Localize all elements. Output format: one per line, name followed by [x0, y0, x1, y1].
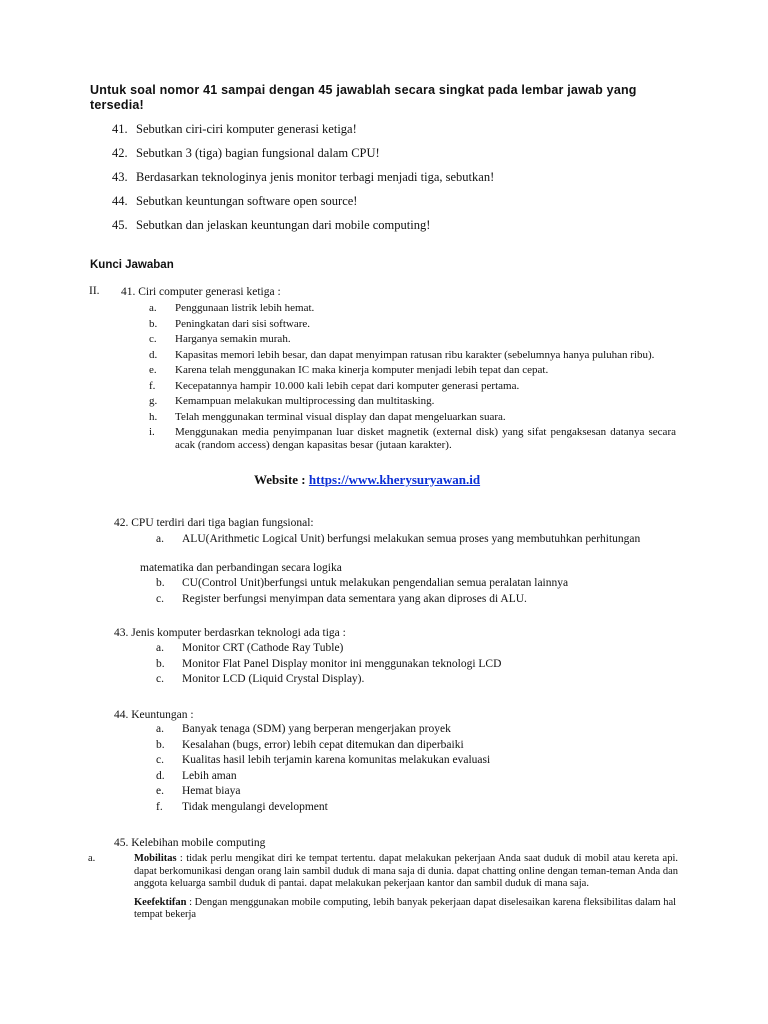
item-letter: c.	[156, 754, 164, 766]
list-item	[149, 395, 676, 408]
item-text: Tidak mengulangi development	[182, 800, 328, 813]
item-letter: b.	[149, 317, 158, 330]
effectiveness-term: Keefektifan	[134, 896, 187, 908]
item-letter: e.	[149, 364, 157, 376]
question-item	[112, 145, 692, 169]
question-list	[112, 121, 692, 241]
answer-43-heading: 43. Jenis komputer berdasrkan teknologi ada tiga :	[114, 627, 346, 639]
question-text: Sebutkan dan jelaskan keuntungan dari mobile computing!	[136, 218, 431, 232]
item-letter: c.	[156, 673, 164, 685]
question-text: Berdasarkan teknologinya jenis monitor terbagi menjadi tiga, sebutkan!	[136, 170, 495, 184]
answer-42-list	[156, 533, 672, 549]
list-item	[149, 349, 676, 362]
item-letter: c.	[149, 333, 157, 345]
list-item	[149, 364, 676, 377]
answer-44-heading: 44. Keuntungan :	[114, 709, 194, 721]
list-item	[156, 533, 672, 546]
item-letter: a.	[149, 302, 157, 314]
question-item	[112, 217, 692, 241]
list-item	[156, 658, 686, 671]
item-text: Monitor Flat Panel Display monitor ini menggunakan teknologi LCD	[182, 657, 502, 670]
item-text: Lebih aman	[182, 769, 237, 782]
list-item	[149, 380, 676, 393]
website-line	[254, 472, 480, 488]
list-item	[149, 318, 676, 331]
list-item	[149, 302, 676, 315]
question-text: Sebutkan 3 (tiga) bagian fungsional dalam CPU!	[136, 146, 380, 160]
item-letter: d.	[156, 769, 165, 782]
question-number: 44.	[112, 194, 128, 208]
question-item	[112, 121, 692, 145]
item-letter: a.	[156, 642, 164, 654]
list-item	[156, 785, 686, 798]
item-letter: a.	[88, 853, 96, 864]
list-item	[156, 739, 686, 752]
item-text: Harganya semakin murah.	[175, 333, 291, 345]
item-letter: d.	[149, 348, 158, 361]
list-item	[156, 673, 686, 686]
item-letter: h.	[149, 410, 158, 423]
item-letter: i.	[149, 426, 155, 438]
question-item	[112, 169, 692, 193]
website-label: Website :	[254, 472, 306, 487]
instruction-heading: Untuk soal nomor 41 sampai dengan 45 jawablah secara singkat pada lembar jawab yang tersedia!	[90, 83, 637, 112]
item-text: Register berfungsi menyimpan data sementara yang akan diproses di ALU.	[182, 592, 527, 605]
item-letter: f.	[149, 379, 156, 392]
item-letter: e.	[156, 785, 164, 797]
question-number: 41.	[112, 122, 128, 136]
item-text: Kecepatannya hampir 10.000 kali lebih cepat dari komputer generasi pertama.	[175, 379, 520, 392]
question-number: 42.	[112, 146, 128, 160]
list-item	[156, 801, 686, 814]
list-item	[156, 642, 686, 655]
answer-42-list-rest	[156, 577, 686, 608]
item-letter: c.	[156, 592, 164, 605]
item-text: Kemampuan melakukan multiprocessing dan multitasking.	[175, 395, 435, 407]
list-item	[149, 411, 676, 424]
answer-45-heading: 45. Kelebihan mobile computing	[114, 837, 266, 849]
item-text: Monitor LCD (Liquid Crystal Display).	[182, 673, 365, 685]
answer-45-body	[88, 853, 678, 928]
item-text: Kesalahan (bugs, error) lebih cepat ditemukan dan diperbaiki	[182, 738, 464, 751]
answer-43-list	[156, 642, 686, 689]
item-letter: b.	[156, 577, 165, 589]
mobility-term: Mobilitas	[134, 853, 177, 864]
item-text: CU(Control Unit)berfungsi untuk melakukan pengendalian semua peralatan lainnya	[182, 577, 569, 589]
answer-41-heading: 41. Ciri computer generasi ketiga :	[121, 286, 281, 298]
answer-44-list	[156, 723, 686, 816]
item-text: Hemat biaya	[182, 785, 241, 797]
list-item	[156, 770, 686, 783]
item-text: ALU(Arithmetic Logical Unit) berfungsi melakukan semua proses yang membutuhkan perhitungan	[182, 533, 641, 545]
answer-key-title: Kunci Jawaban	[90, 259, 174, 271]
question-text: Sebutkan ciri-ciri komputer generasi ketiga!	[136, 122, 357, 136]
answer-41-list	[149, 302, 676, 455]
question-item	[112, 193, 692, 217]
list-item	[156, 577, 686, 590]
list-item	[156, 754, 686, 767]
effectiveness-text: : Dengan menggunakan mobile computing, lebih banyak pekerjaan dapat diselesaikan karena fleksibilitas dalam hal tempat bekerja	[134, 896, 677, 921]
list-item	[156, 593, 686, 606]
item-letter: b.	[156, 738, 165, 751]
item-text: Kualitas hasil lebih terjamin karena komunitas melakukan evaluasi	[182, 754, 491, 766]
list-item	[149, 333, 676, 346]
question-number: 45.	[112, 218, 128, 232]
item-text: Kapasitas memori lebih besar, dan dapat menyimpan ratusan ribu karakter (sebelumnya hanya puluhan ribu).	[175, 348, 655, 361]
answer-42-heading: 42. CPU terdiri dari tiga bagian fungsional:	[114, 517, 314, 529]
answer-42-continuation: matematika dan perbandingan secara logika	[140, 562, 342, 574]
question-text: Sebutkan keuntungan software open source!	[136, 194, 358, 208]
item-content	[134, 853, 678, 928]
item-letter: b.	[156, 657, 165, 670]
list-item	[88, 853, 678, 928]
item-text: Monitor CRT (Cathode Ray Tuble)	[182, 642, 344, 654]
item-letter: g.	[149, 395, 158, 407]
mobility-paragraph	[134, 853, 678, 891]
item-text: Telah menggunakan terminal visual display dan dapat mengeluarkan suara.	[175, 410, 506, 423]
item-text: Banyak tenaga (SDM) yang berperan mengerjakan proyek	[182, 723, 451, 735]
website-link[interactable]: https://www.kherysuryawan.id	[308, 472, 481, 487]
item-letter: a.	[156, 723, 164, 735]
roman-marker: II.	[89, 285, 100, 297]
list-item	[156, 723, 686, 736]
list-item	[149, 426, 676, 452]
item-text: Menggunakan media penyimpanan luar disket magnetik (external disk) yang sifat pengaksesan datanya secara acak (random access) dengan kapasitas besar (jutaan karakter).	[175, 426, 676, 451]
effectiveness-paragraph	[134, 897, 678, 922]
item-letter: a.	[156, 533, 164, 545]
mobility-text: : tidak perlu mengikat diri ke tempat tertentu. dapat melakukan pekerjaan Anda saat duduk di mobil atau kereta api. dapat berkomunikasi dengan orang lain sambil duduk di mana saja di dunia. dapat chatting online dengan teman-teman Anda dan anggota keluarga sambil duduk di pantai. dapat melakukan pekerjaan kantor dan sambil duduk di mana saja.	[134, 853, 678, 890]
item-text: Karena telah menggunakan IC maka kinerja komputer menjadi lebih tepat dan cepat.	[175, 364, 549, 376]
item-letter: f.	[156, 800, 163, 813]
item-text: Peningkatan dari sisi software.	[175, 317, 311, 330]
question-number: 43.	[112, 170, 128, 184]
item-text: Penggunaan listrik lebih hemat.	[175, 302, 315, 314]
